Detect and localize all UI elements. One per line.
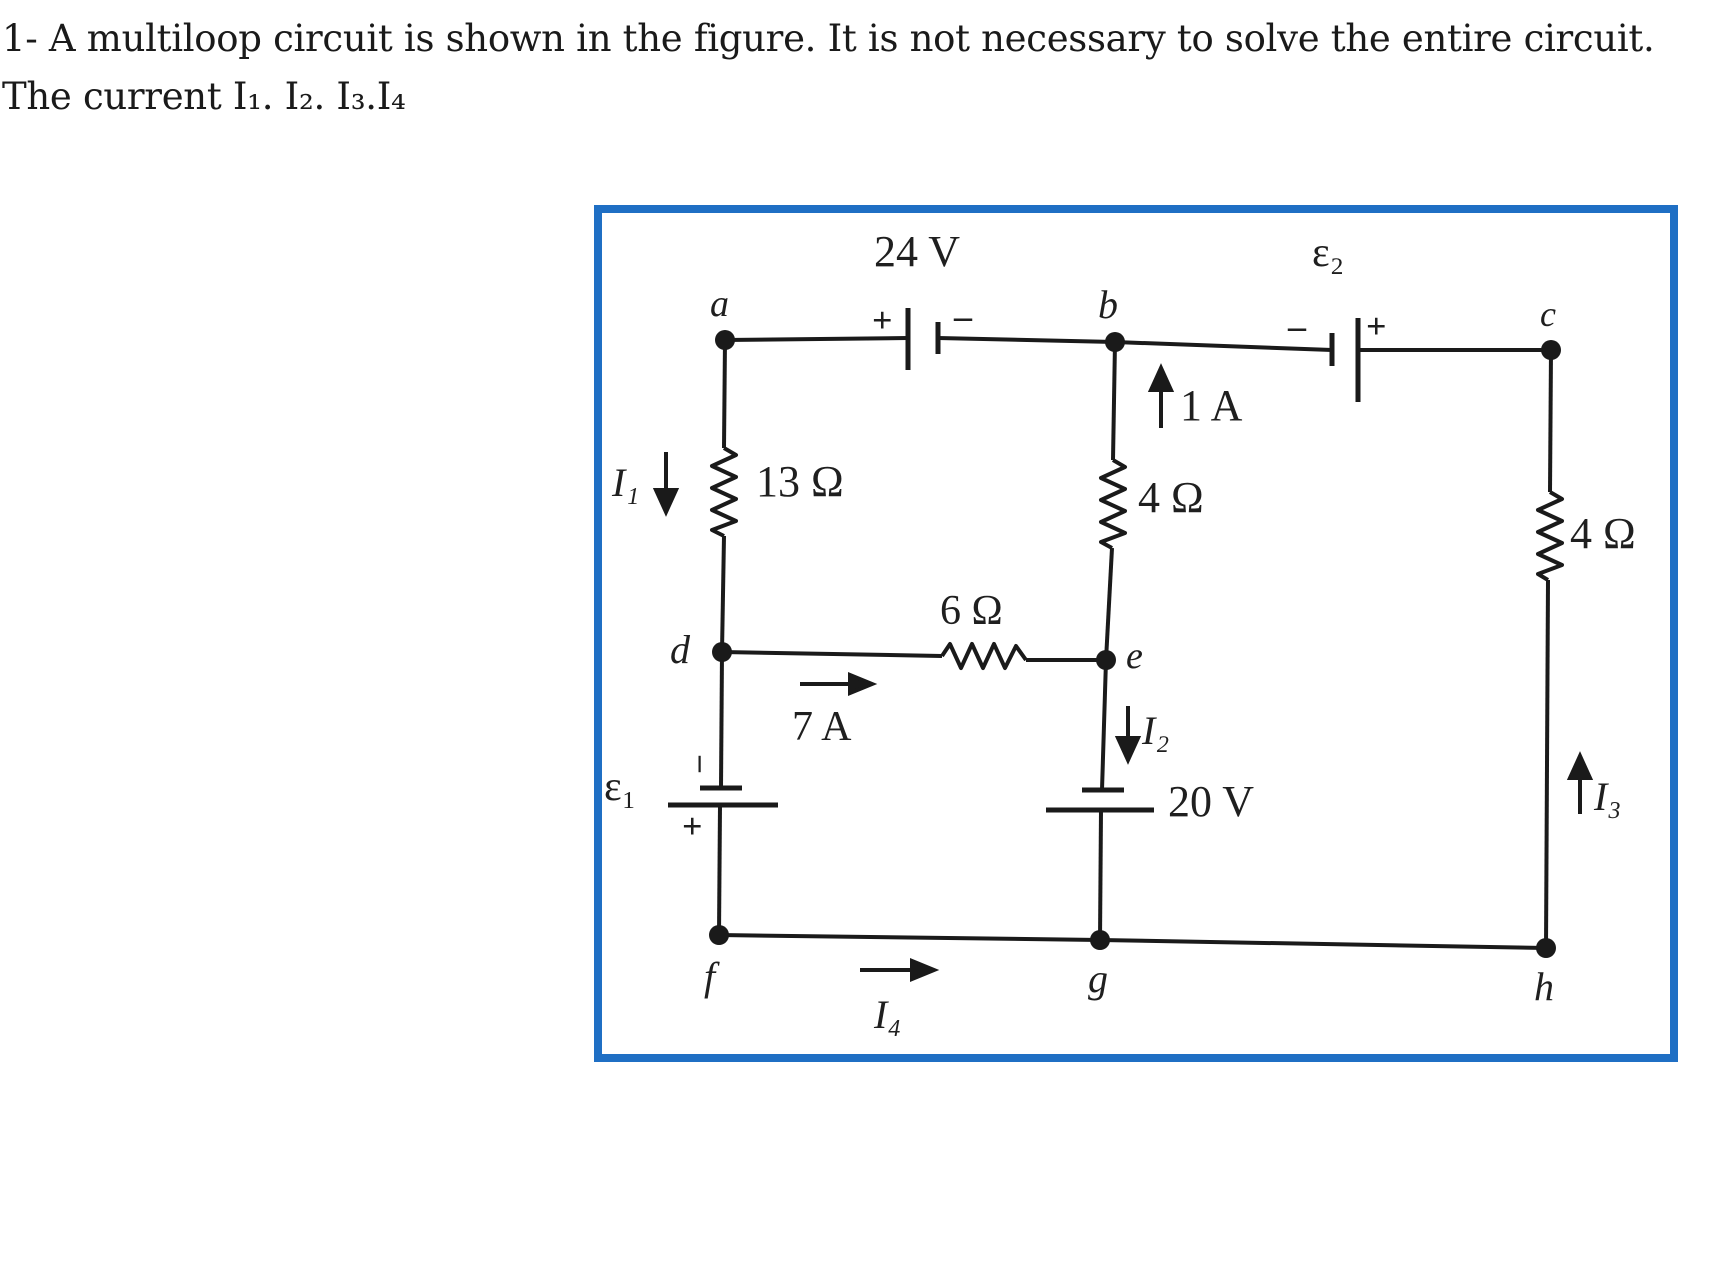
node-b-dot [1105,332,1125,352]
node-f-label: f [704,954,716,999]
battery-24v-minus-sign: – [954,296,972,336]
node-h-label: h [1534,964,1554,1009]
question-line-2-currents: I₁. I₂. I₃.I₄ [232,75,406,118]
battery-20v-label: 20 V [1168,777,1254,826]
battery-e2-minus-sign: – [1288,306,1306,346]
wire-e-battery20 [1102,660,1106,790]
current-1A-label: 1 A [1180,381,1243,430]
current-7A-label: 7 A [792,704,852,750]
wire-battery24-b [938,338,1115,342]
wire-b-r4 [1113,342,1115,460]
resistor-4-ohm-middle-label: 4 Ω [1138,473,1204,522]
node-g-label: g [1088,956,1108,1001]
current-I4-label: I₄ [874,992,902,1037]
node-c-dot [1541,340,1561,360]
node-e-label: e [1126,635,1143,677]
wire-r13-d [722,536,724,652]
node-h-dot [1536,938,1556,958]
node-b-label: b [1098,282,1118,327]
arrow-I3-head [1570,756,1590,778]
resistor-4-ohm-middle [1101,460,1125,548]
question-line-1: 1- A multiloop circuit is shown in the figure. It is not necessary to solve the entire circuit. [2,17,1655,60]
resistor-13-ohm-label: 13 Ω [756,457,844,506]
battery-e1-plus-sign: + [682,806,703,846]
arrow-1A-head [1151,368,1171,390]
wire-a-r13 [724,340,725,448]
wire-battery-e1-f [719,805,720,935]
resistor-13-ohm [712,448,736,536]
arrow-7A-head [850,675,872,693]
node-d-label: d [670,627,690,672]
node-d-dot [712,642,732,662]
wire-g-h [1100,940,1546,948]
battery-24v-plus-sign: + [872,300,893,340]
current-I2-label: I₂ [1142,708,1170,753]
resistor-4-ohm-right-label: 4 Ω [1570,509,1636,558]
arrow-I1-head [656,490,676,512]
battery-e2-label: ε₂ [1312,230,1345,276]
battery-24v-label: 24 V [874,227,960,276]
node-g-dot [1090,930,1110,950]
current-I3-label: I₃ [1594,774,1622,819]
node-a-dot [715,330,735,350]
resistor-6-ohm [942,644,1026,668]
wire-battery20-g [1100,810,1101,940]
arrow-I2-head [1118,738,1138,760]
wire-r4-h [1546,580,1548,948]
node-a-label: a [710,283,729,325]
battery-e1-label: ε₁ [604,764,637,810]
arrow-I4-head [912,961,934,979]
resistor-4-ohm-right [1538,492,1562,580]
wire-d-r6 [722,652,942,656]
node-e-dot [1096,650,1116,670]
current-I1-label: I₁ [612,460,640,505]
node-c-label: c [1540,294,1556,334]
battery-e2-plus-sign: + [1366,306,1387,346]
circuit-frame [598,209,1674,1058]
question-line-2-prefix: The current [2,75,222,118]
node-f-dot [709,925,729,945]
wire-r4-e [1106,548,1112,660]
wire-c-r4 [1550,350,1551,492]
battery-e1-minus-sign: – [685,756,721,772]
wire-f-g [719,935,1100,940]
resistor-6-ohm-label: 6 Ω [940,588,1003,634]
